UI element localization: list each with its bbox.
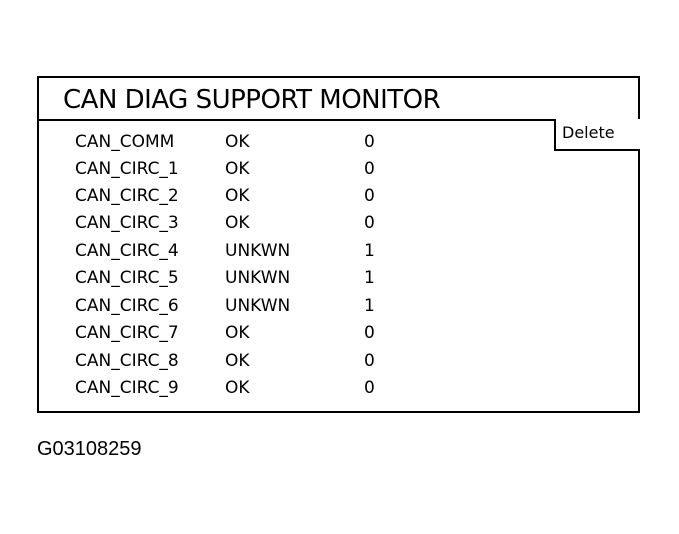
monitor-status: UNKWN: [225, 268, 291, 288]
list-item[interactable]: [39, 266, 638, 290]
monitor-count: 0: [364, 351, 375, 371]
monitor-count: 1: [364, 268, 375, 288]
monitor-status: OK: [225, 132, 250, 152]
list-item[interactable]: [39, 239, 638, 263]
monitor-status: UNKWN: [225, 296, 291, 316]
diag-monitor-screen: [37, 76, 640, 413]
list-item[interactable]: [39, 376, 638, 400]
list-item[interactable]: [39, 321, 638, 345]
monitor-count: 0: [364, 213, 375, 233]
monitor-status: OK: [225, 186, 250, 206]
monitor-name: CAN_CIRC_7: [75, 323, 179, 343]
list-item[interactable]: [39, 211, 638, 235]
monitor-name: CAN_CIRC_8: [75, 351, 179, 371]
list-item[interactable]: [39, 130, 638, 154]
monitor-status: OK: [225, 351, 250, 371]
monitor-name: CAN_CIRC_5: [75, 268, 179, 288]
monitor-count: 0: [364, 132, 375, 152]
monitor-name: CAN_CIRC_2: [75, 186, 179, 206]
figure-id: G03108259: [37, 438, 142, 460]
list-item[interactable]: [39, 184, 638, 208]
monitor-count: 1: [364, 296, 375, 316]
monitor-status: OK: [225, 159, 250, 179]
monitor-count: 0: [364, 159, 375, 179]
delete-button[interactable]: Delete: [554, 119, 640, 151]
title-bar: [39, 78, 638, 121]
list-item[interactable]: [39, 349, 638, 373]
monitor-status: OK: [225, 213, 250, 233]
monitor-count: 0: [364, 186, 375, 206]
monitor-status: UNKWN: [225, 241, 291, 261]
monitor-name: CAN_CIRC_4: [75, 241, 179, 261]
monitor-status: OK: [225, 323, 250, 343]
monitor-name: CAN_CIRC_1: [75, 159, 179, 179]
list-item[interactable]: [39, 157, 638, 181]
monitor-count: 0: [364, 323, 375, 343]
monitor-name: CAN_COMM: [75, 132, 175, 152]
monitor-name: CAN_CIRC_3: [75, 213, 179, 233]
monitor-count: 0: [364, 378, 375, 398]
monitor-name: CAN_CIRC_6: [75, 296, 179, 316]
screen-title: CAN DIAG SUPPORT MONITOR: [63, 85, 441, 115]
monitor-name: CAN_CIRC_9: [75, 378, 179, 398]
list-item[interactable]: [39, 294, 638, 318]
monitor-status: OK: [225, 378, 250, 398]
monitor-count: 1: [364, 241, 375, 261]
